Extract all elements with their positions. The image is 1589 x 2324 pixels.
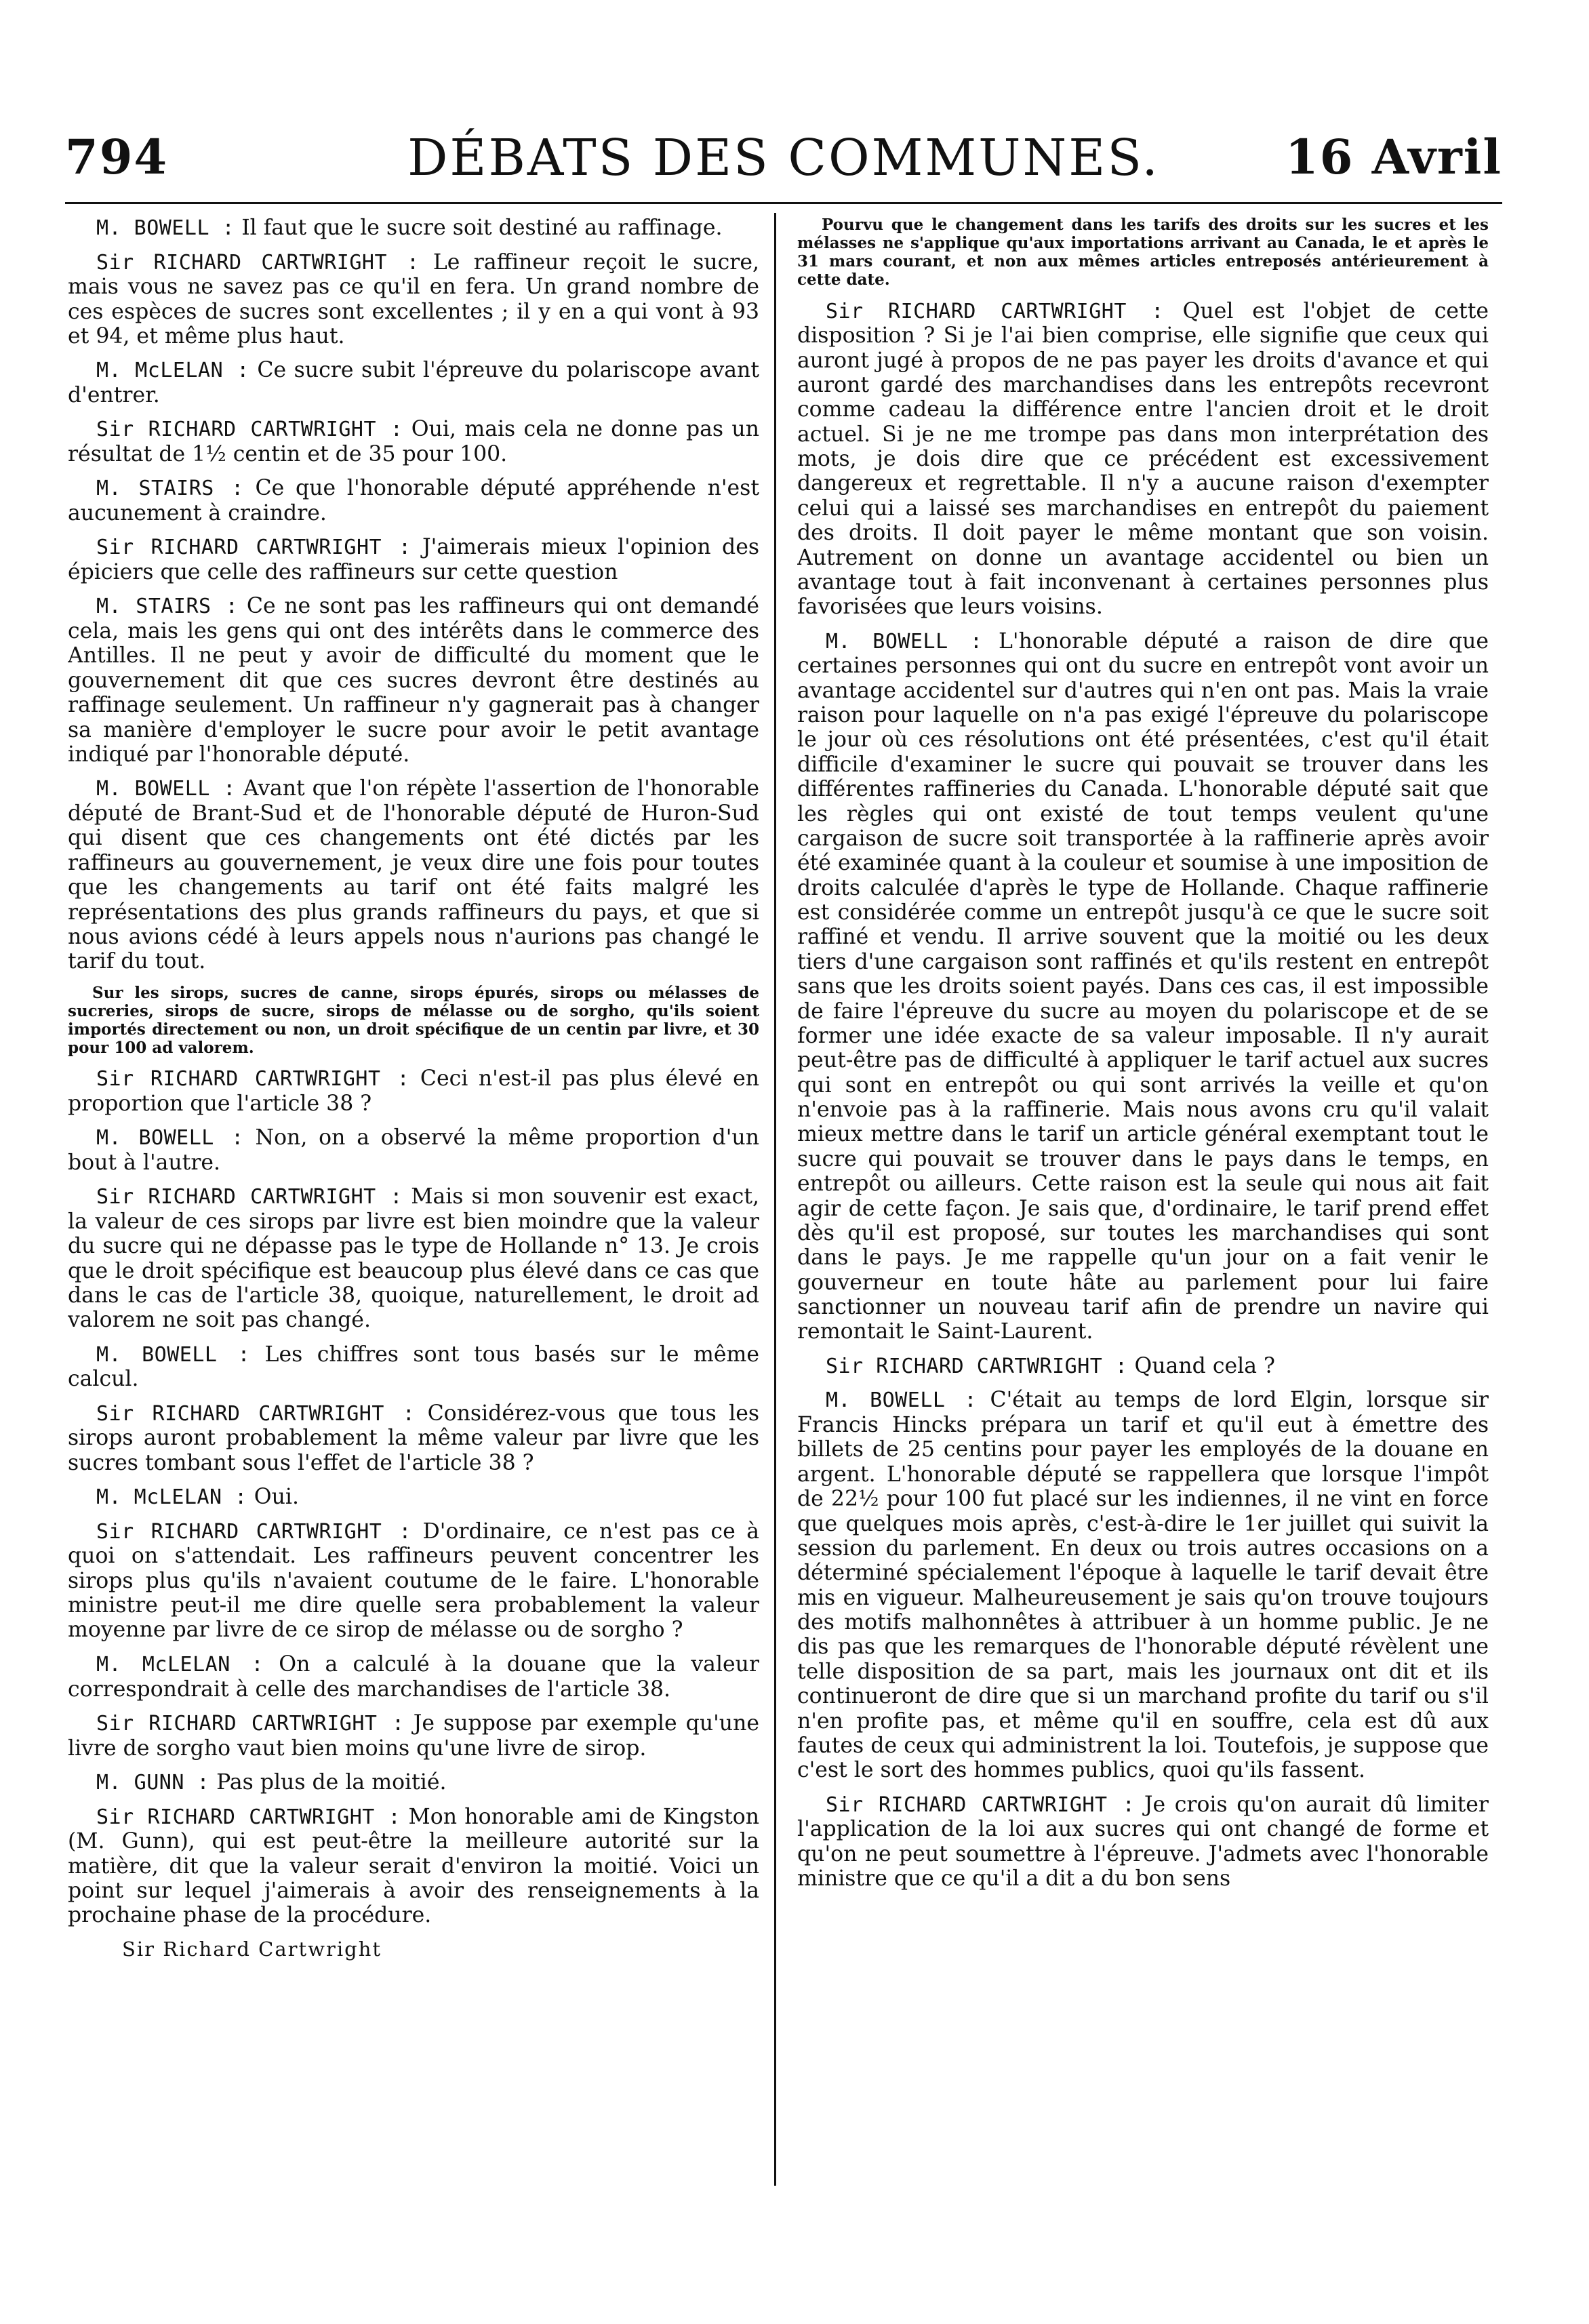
tariff-note: Sur les sirops, sucres de canne, sirops épurés, sirops ou mélasses de sucreries, sirops de sucre, sirops de mélasse ou de sorgho, qu'ils soient importés directement ou non, un droit spécifique de un centin par livre, et 30 pour 100 ad valorem. — [68, 983, 759, 1057]
speaker-continuation: Sir Richard Cartwright — [122, 1937, 382, 1961]
speech-paragraph — [68, 594, 759, 767]
speech-paragraph — [797, 299, 1489, 620]
speech-paragraph — [68, 216, 759, 241]
speaker-name: M. McLELAN : — [96, 1485, 247, 1510]
column-divider — [774, 213, 776, 2186]
speaker-name: Sir RICHARD CARTWRIGHT : — [96, 1185, 403, 1209]
speaker-name: Sir RICHARD CARTWRIGHT : — [826, 1354, 1128, 1378]
speech-paragraph — [68, 1711, 759, 1761]
speaker-name: Sir RICHARD CARTWRIGHT : — [96, 1711, 405, 1736]
speaker-name: M. BOWELL : — [826, 629, 983, 654]
speech-text: Ceci n'est-il pas plus élevé en proportion que l'article 38 ? — [68, 1066, 759, 1116]
speech-paragraph — [797, 629, 1489, 1344]
speaker-name: Sir RICHARD CARTWRIGHT : — [96, 1805, 401, 1829]
speaker-name: Sir RICHARD CARTWRIGHT : — [96, 1401, 416, 1426]
speech-text: On a calculé à la douane que la valeur correspondrait à celle des marchandises de l'article 38. — [68, 1651, 759, 1702]
speech-text: L'honorable député a raison de dire que certaines personnes qui ont du sucre en entrepôt vont avoir un avantage accidentel sur d'autres qui n'en ont pas. Mais la vraie raison pour laquelle on n'a pas exigé l'épreuve du polariscope le jour où ces résolutions ont été présentées, c'est qu'il était difficile d'examiner le sucre qui pouvait se trouver dans les différentes raffineries du Canada. L'honorable député sait que les règles qui ont existé de tout temps veulent qu'une cargaison de sucre soit transportée à la raffinerie après avoir été examinée quant à la couleur et soumise à une imposition de droits calculée d'après le type de Hollande. Chaque raffinerie est considérée comme un entrepôt jusqu'à ce que le sucre soit raffiné et vendu. Il arrive souvent que la moitié ou les deux tiers d'une cargaison sont raffinés et qu'ils restent en entrepôt sans que les droits soient payés. Dans ces cas, il est impossible de faire l'épreuve du sucre au moyen du polariscope et de se former une idée exacte de sa valeur imposable. Il n'y aurait peut-être pas de difficulté à appliquer le tarif actuel aux sucres qui sont en entrepôt ou qui sont arrivés la veille et qu'on n'envoie pas à la raffinerie. Mais nous avons cru qu'il valait mieux mettre dans le tarif un article général exemptant tout le sucre qui pouvait se trouver dans le pays dans le temps, en entrepôt ou ailleurs. Cette raison est la seule qui nous ait fait agir de cette façon. Je sais que, d'ordinaire, le tarif prend effet dès qu'il est proposé, sur toutes les marchandises qui sont dans le pays. Je me rappelle qu'un jour on a fait venir le gouverneur en toute hâte au parlement pour lui faire sanctionner un nouveau tarif afin de prendre un navire qui remontait le Saint-Laurent. — [797, 628, 1489, 1344]
speech-paragraph — [797, 1792, 1489, 1891]
speech-paragraph — [68, 250, 759, 349]
speaker-name: M. BOWELL : — [96, 1342, 251, 1367]
header-rule — [65, 202, 1502, 204]
speaker-name: M. McLELAN : — [96, 1652, 264, 1677]
speech-paragraph — [68, 776, 759, 974]
speaker-name: M. GUNN : — [96, 1770, 210, 1795]
speech-paragraph — [797, 1388, 1489, 1782]
speaker-name: Sir RICHARD CARTWRIGHT : — [96, 1519, 411, 1544]
speech-text: Considérez-vous que tous les sirops auront probablement la même valeur par livre que les sucres tombant sous l'effet de l'article 38 ? — [68, 1401, 759, 1475]
speaker-name: M. STAIRS : — [96, 595, 239, 619]
speaker-name: M. BOWELL : — [96, 1126, 244, 1150]
speech-text: Ce que l'honorable député appréhende n'est aucunement à craindre. — [68, 476, 759, 526]
left-column — [68, 216, 759, 2277]
speech-text: C'était au temps de lord Elgin, lorsque sir Francis Hincks prépara un tarif et qu'il eut à émettre des billets de 25 centins pour payer les employés de la douane en argent. L'honorable député se rappellera que lorsque l'impôt de 22½ pour 100 fut placé sur les indiennes, il ne vint en force que quelques mois après, c'est-à-dire le 1er juillet qui suivit la session du parlement. En deux ou trois autres occasions on a déterminé spécialement l'époque à laquelle le tarif devait être mis en vigueur. Malheureusement je sais qu'on trouve toujours des motifs malhonnêtes à attribuer à un homme public. Je ne dis pas que les remarques de l'honorable député révèlent une telle disposition de sa part, mais les journaux ont dit et ils continueront de dire que si un marchand profite du tarif ou s'il n'en profite pas, et même qu'il en souffre, cela est dû aux fautes de ceux qui administrent la loi. Toutefois, je suppose que c'est le sort des hommes publics, quoi qu'ils fassent. — [797, 1388, 1489, 1783]
speech-paragraph — [68, 1770, 759, 1795]
right-column — [797, 216, 1489, 2277]
speaker-name: M. McLELAN : — [96, 359, 249, 383]
speaker-name: Sir RICHARD CARTWRIGHT : — [96, 250, 420, 275]
speech-text: Les chiffres sont tous basés sur le même calcul. — [68, 1342, 759, 1392]
speaker-name: M. BOWELL : — [826, 1388, 978, 1413]
speech-text: Quand cela ? — [1134, 1353, 1275, 1378]
speech-text: Ce sucre subit l'épreuve du polariscope avant d'entrer. — [68, 358, 759, 408]
page-date: 16 Avril — [1285, 129, 1502, 185]
speech-text: Je suppose par exemple qu'une livre de sorgho vaut bien moins qu'une livre de sirop. — [68, 1710, 759, 1761]
speech-text: Mais si mon souvenir est exact, la valeur de ces sirops par livre est bien moindre que la valeur du sucre qui ne dépasse pas le type de Hollande n° 13. Je crois que le droit spécifique est beaucoup plus élevé dans ce cas que dans le cas de l'article 38, quoique, naturellement, le droit ad valorem ne soit pas changé. — [68, 1184, 759, 1333]
speech-paragraph — [68, 535, 759, 584]
speaker-name: M. BOWELL : — [96, 777, 236, 801]
speech-text: Oui, mais cela ne donne pas un résultat de 1½ centin et de 35 pour 100. — [68, 417, 759, 467]
speech-text: Non, on a observé la même proportion d'un bout à l'autre. — [68, 1125, 759, 1175]
speech-paragraph — [68, 1519, 759, 1643]
speech-text: D'ordinaire, ce n'est pas ce à quoi on s'attendait. Les raffineurs peuvent concentrer les sirops plus qu'ils n'avaient coutume de le faire. L'honorable ministre peut-il me dire quelle sera probablement la valeur moyenne par livre de ce sirop de mélasse ou de sorgho ? — [68, 1519, 759, 1643]
speech-paragraph — [68, 1652, 759, 1702]
speech-text: Je crois qu'on aurait dû limiter l'application de la loi aux sucres qui ont changé de forme et qu'on ne peut soumettre à l'épreuve. J'admets avec l'honorable ministre que ce qu'il a dit a du bon sens — [797, 1792, 1489, 1891]
speech-paragraph — [68, 1401, 759, 1475]
tariff-note: Pourvu que le changement dans les tarifs des droits sur les sucres et les mélasses ne s'applique qu'aux importations arrivant au Canada, le et après le 31 mars courant, et non aux mêmes articles entreposés antérieurement à cette date. — [797, 216, 1489, 289]
speaker-name: M. STAIRS : — [96, 477, 244, 501]
page-title: DÉBATS DES COMMUNES. — [407, 129, 1160, 187]
speech-paragraph — [68, 1342, 759, 1392]
speaker-name: Sir RICHARD CARTWRIGHT : — [826, 1792, 1135, 1817]
speaker-name: M. BOWELL : — [96, 216, 235, 240]
speech-paragraph — [68, 417, 759, 466]
speech-text: Oui. — [254, 1485, 299, 1510]
speaker-name: Sir RICHARD CARTWRIGHT : — [96, 1067, 410, 1091]
speech-text: Il faut que le sucre soit destiné au raffinage. — [241, 216, 723, 240]
speech-paragraph — [68, 1125, 759, 1175]
speaker-name: Sir RICHARD CARTWRIGHT : — [96, 536, 411, 560]
speaker-name: Sir RICHARD CARTWRIGHT : — [96, 418, 403, 442]
speech-text: J'aimerais mieux l'opinion des épiciers que celle des raffineurs sur cette question — [68, 535, 759, 585]
page-header — [65, 129, 1502, 190]
speech-paragraph — [68, 1066, 759, 1116]
speech-text: Quel est l'objet de cette disposition ? Si je l'ai bien comprise, elle signifie que ceux qui auront jugé à propos de ne pas payer les droits d'avance et qui auront gardé des marchandises dans les entrepôts recevront comme cadeau la différence entre l'ancien droit et le droit actuel. Si je ne me trompe pas dans mon interprétation des mots, je dois dire que ce précédent est excessivement dangereux et regrettable. Il n'y a aucune raison d'exempter celui qui a laissé ses marchandises en entrepôt du paiement des droits. Il doit payer le même montant que son voisin. Autrement on donne un avantage accidentel ou bien un avantage tout à fait inconvenant à certaines personnes plus favorisées que leurs voisins. — [797, 298, 1489, 620]
speech-text: Mon honorable ami de Kingston (M. Gunn), qui est peut-être la meilleure autorité sur la matière, dit que la valeur serait d'environ la moitié. Voici un point sur lequel j'aimerais à avoir des renseignements à la prochaine phase de la procédure. — [68, 1804, 759, 1928]
speech-paragraph — [68, 1485, 759, 1510]
speech-paragraph — [68, 358, 759, 407]
speech-text: Le raffineur reçoit le sucre, mais vous ne savez pas ce qu'il en fera. Un grand nombre de ces espèces de sucres sont excellentes ; il y en a qui vont à 93 et 94, et même plus haut. — [68, 249, 759, 349]
page-number: 794 — [65, 129, 169, 185]
speech-text: Avant que l'on répète l'assertion de l'honorable député de Brant-Sud et de l'honorable député de Huron-Sud qui disent que ces changements ont été dictés par les raffineurs au gouvernement, je veux dire une fois pour toutes que les changements au tarif ont été faits malgré les représentations des plus grands raffineurs du pays, et que si nous avions cédé à leurs appels nous n'aurions pas changé le tarif du tout. — [68, 776, 759, 974]
speech-paragraph — [68, 1805, 759, 1928]
speech-text: Pas plus de la moitié. — [216, 1769, 447, 1795]
speech-text: Ce ne sont pas les raffineurs qui ont demandé cela, mais les gens qui ont des intérêts dans le commerce des Antilles. Il ne peut y avoir de difficulté du moment que le gouvernement dit que ces sucres devront être destinés au raffinage seulement. Un raffineur n'y gagnerait pas à changer sa manière d'employer le sucre pour avoir le petit avantage indiqué par l'honorable député. — [68, 594, 759, 767]
speech-paragraph — [68, 1184, 759, 1333]
speaker-name: Sir RICHARD CARTWRIGHT : — [826, 299, 1164, 323]
speech-paragraph — [797, 1354, 1489, 1379]
speech-paragraph — [68, 476, 759, 525]
